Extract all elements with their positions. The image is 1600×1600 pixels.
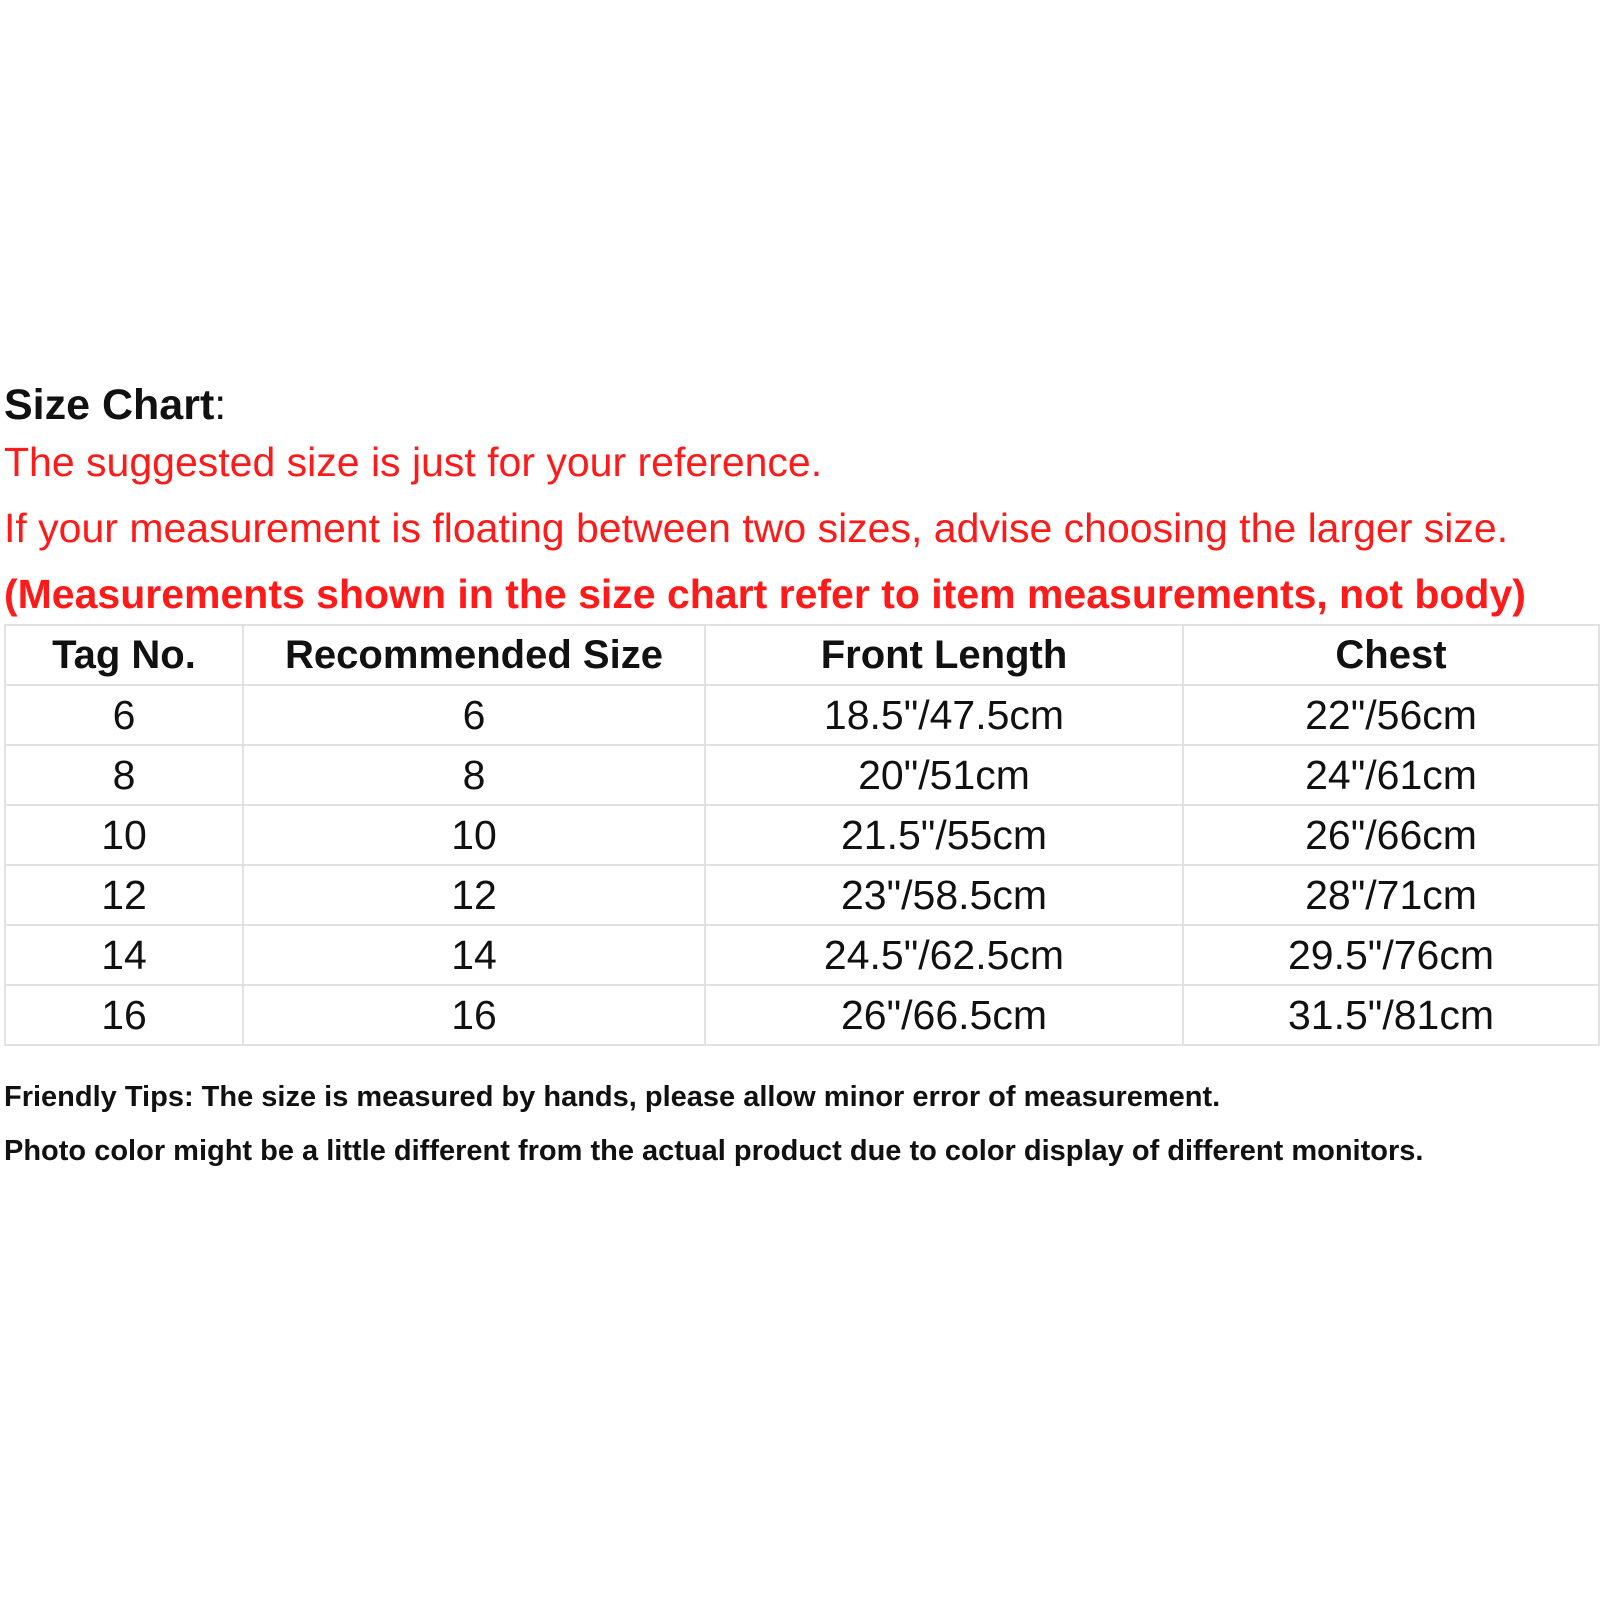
column-header-chest: Chest bbox=[1183, 625, 1599, 685]
table-row bbox=[5, 805, 1599, 865]
tag-no-cell: 16 bbox=[5, 985, 243, 1045]
table-row bbox=[5, 865, 1599, 925]
tag-no-cell: 8 bbox=[5, 745, 243, 805]
table-row bbox=[5, 685, 1599, 745]
recommended-size-cell: 12 bbox=[243, 865, 705, 925]
size-table bbox=[4, 624, 1600, 1046]
tag-no-cell: 10 bbox=[5, 805, 243, 865]
column-header-front-length: Front Length bbox=[705, 625, 1183, 685]
front-length-cell: 23"/58.5cm bbox=[705, 865, 1183, 925]
tips-measurement-note: Friendly Tips: The size is measured by hands, please allow minor error of measurement. bbox=[4, 1081, 1221, 1113]
recommended-size-cell: 16 bbox=[243, 985, 705, 1045]
table-row bbox=[5, 985, 1599, 1045]
tag-no-cell: 6 bbox=[5, 685, 243, 745]
column-header-recommended-size: Recommended Size bbox=[243, 625, 705, 685]
recommended-size-cell: 8 bbox=[243, 745, 705, 805]
chest-cell: 31.5"/81cm bbox=[1183, 985, 1599, 1045]
tag-no-cell: 12 bbox=[5, 865, 243, 925]
recommended-size-cell: 10 bbox=[243, 805, 705, 865]
tips-color-note: Photo color might be a little different from the actual product due to color display of different monitors. bbox=[4, 1135, 1424, 1167]
front-length-cell: 24.5"/62.5cm bbox=[705, 925, 1183, 985]
table-row bbox=[5, 925, 1599, 985]
sizing-advice-note: If your measurement is floating between two sizes, advise choosing the larger size. bbox=[4, 505, 1509, 551]
recommended-size-cell: 14 bbox=[243, 925, 705, 985]
chest-cell: 29.5"/76cm bbox=[1183, 925, 1599, 985]
chest-cell: 28"/71cm bbox=[1183, 865, 1599, 925]
chest-cell: 26"/66cm bbox=[1183, 805, 1599, 865]
title-colon: : bbox=[214, 381, 227, 429]
table-header-row bbox=[5, 625, 1599, 685]
size-chart-document bbox=[4, 380, 1598, 1178]
size-chart-heading bbox=[4, 380, 1598, 438]
front-length-cell: 18.5"/47.5cm bbox=[705, 685, 1183, 745]
front-length-cell: 21.5"/55cm bbox=[705, 805, 1183, 865]
front-length-cell: 20"/51cm bbox=[705, 745, 1183, 805]
reference-note: The suggested size is just for your reference. bbox=[4, 439, 823, 485]
measurement-disclaimer: (Measurements shown in the size chart refer to item measurements, not body) bbox=[4, 571, 1526, 617]
table-row bbox=[5, 745, 1599, 805]
column-header-tag-no: Tag No. bbox=[5, 625, 243, 685]
tag-no-cell: 14 bbox=[5, 925, 243, 985]
front-length-cell: 26"/66.5cm bbox=[705, 985, 1183, 1045]
recommended-size-cell: 6 bbox=[243, 685, 705, 745]
page-title: Size Chart bbox=[4, 381, 215, 429]
chest-cell: 24"/61cm bbox=[1183, 745, 1599, 805]
friendly-tips bbox=[4, 1070, 1598, 1178]
chest-cell: 22"/56cm bbox=[1183, 685, 1599, 745]
